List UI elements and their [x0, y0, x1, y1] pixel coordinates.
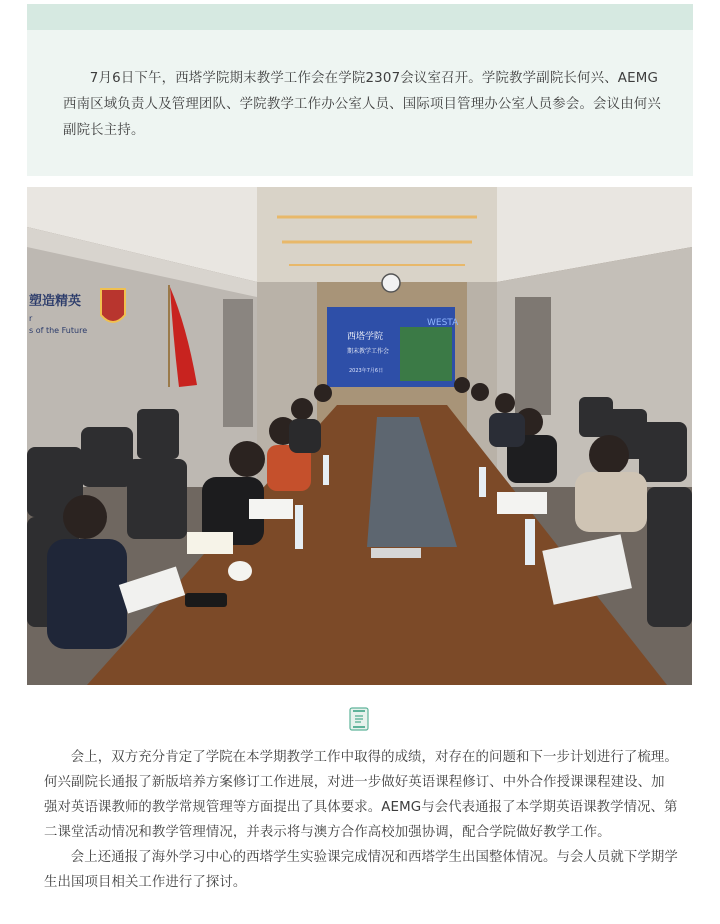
meeting-photo	[27, 187, 692, 685]
wall-slogan-2: r	[29, 314, 33, 323]
intro-box	[27, 30, 693, 176]
body-paragraph-2: 会上还通报了海外学习中心的西塔学生实验课完成情况和西塔学生出国整体情况。与会人员就下学期学生出国项目相关工作进行了探讨。	[44, 850, 678, 890]
screen-title: 西塔学院	[347, 332, 384, 342]
body-paragraph-1: 会上，双方充分肯定了学院在本学期教学工作中取得的成绩，对存在的问题和下一步计划进行了梳理。何兴副院长通报了新版培养方案修订工作进展，对进一步做好英语课程修订、中外合作授课课程建设、加强对英语课教师的教学常规管理等方面提出了具体要求。AEMG与会代表通报了本学期英语课教学情况、第二课堂活动情况和教学管理情况，并表示将与澳方合作高校加强协调，配合学院做好教学工作。	[44, 750, 678, 840]
screen-date: 2023年7月6日	[349, 368, 384, 374]
wall-slogan-3: s of the Future	[29, 326, 88, 335]
intro-paragraph: 7月6日下午，西塔学院期末教学工作会在学院2307会议室召开。学院教学副院长何兴、AEMG西南区域负责人及管理团队、学院教学工作办公室人员、国际项目管理办公室人员参会。会议由何兴副院长主持。	[63, 71, 661, 138]
document-icon	[347, 707, 371, 731]
wall-slogan-1: 塑造精英	[29, 294, 82, 309]
top-accent-bar	[27, 4, 693, 30]
screen-brand: WESTA	[427, 318, 459, 328]
screen-subtitle: 期末教学工作会	[347, 348, 390, 355]
article-body	[44, 745, 678, 895]
